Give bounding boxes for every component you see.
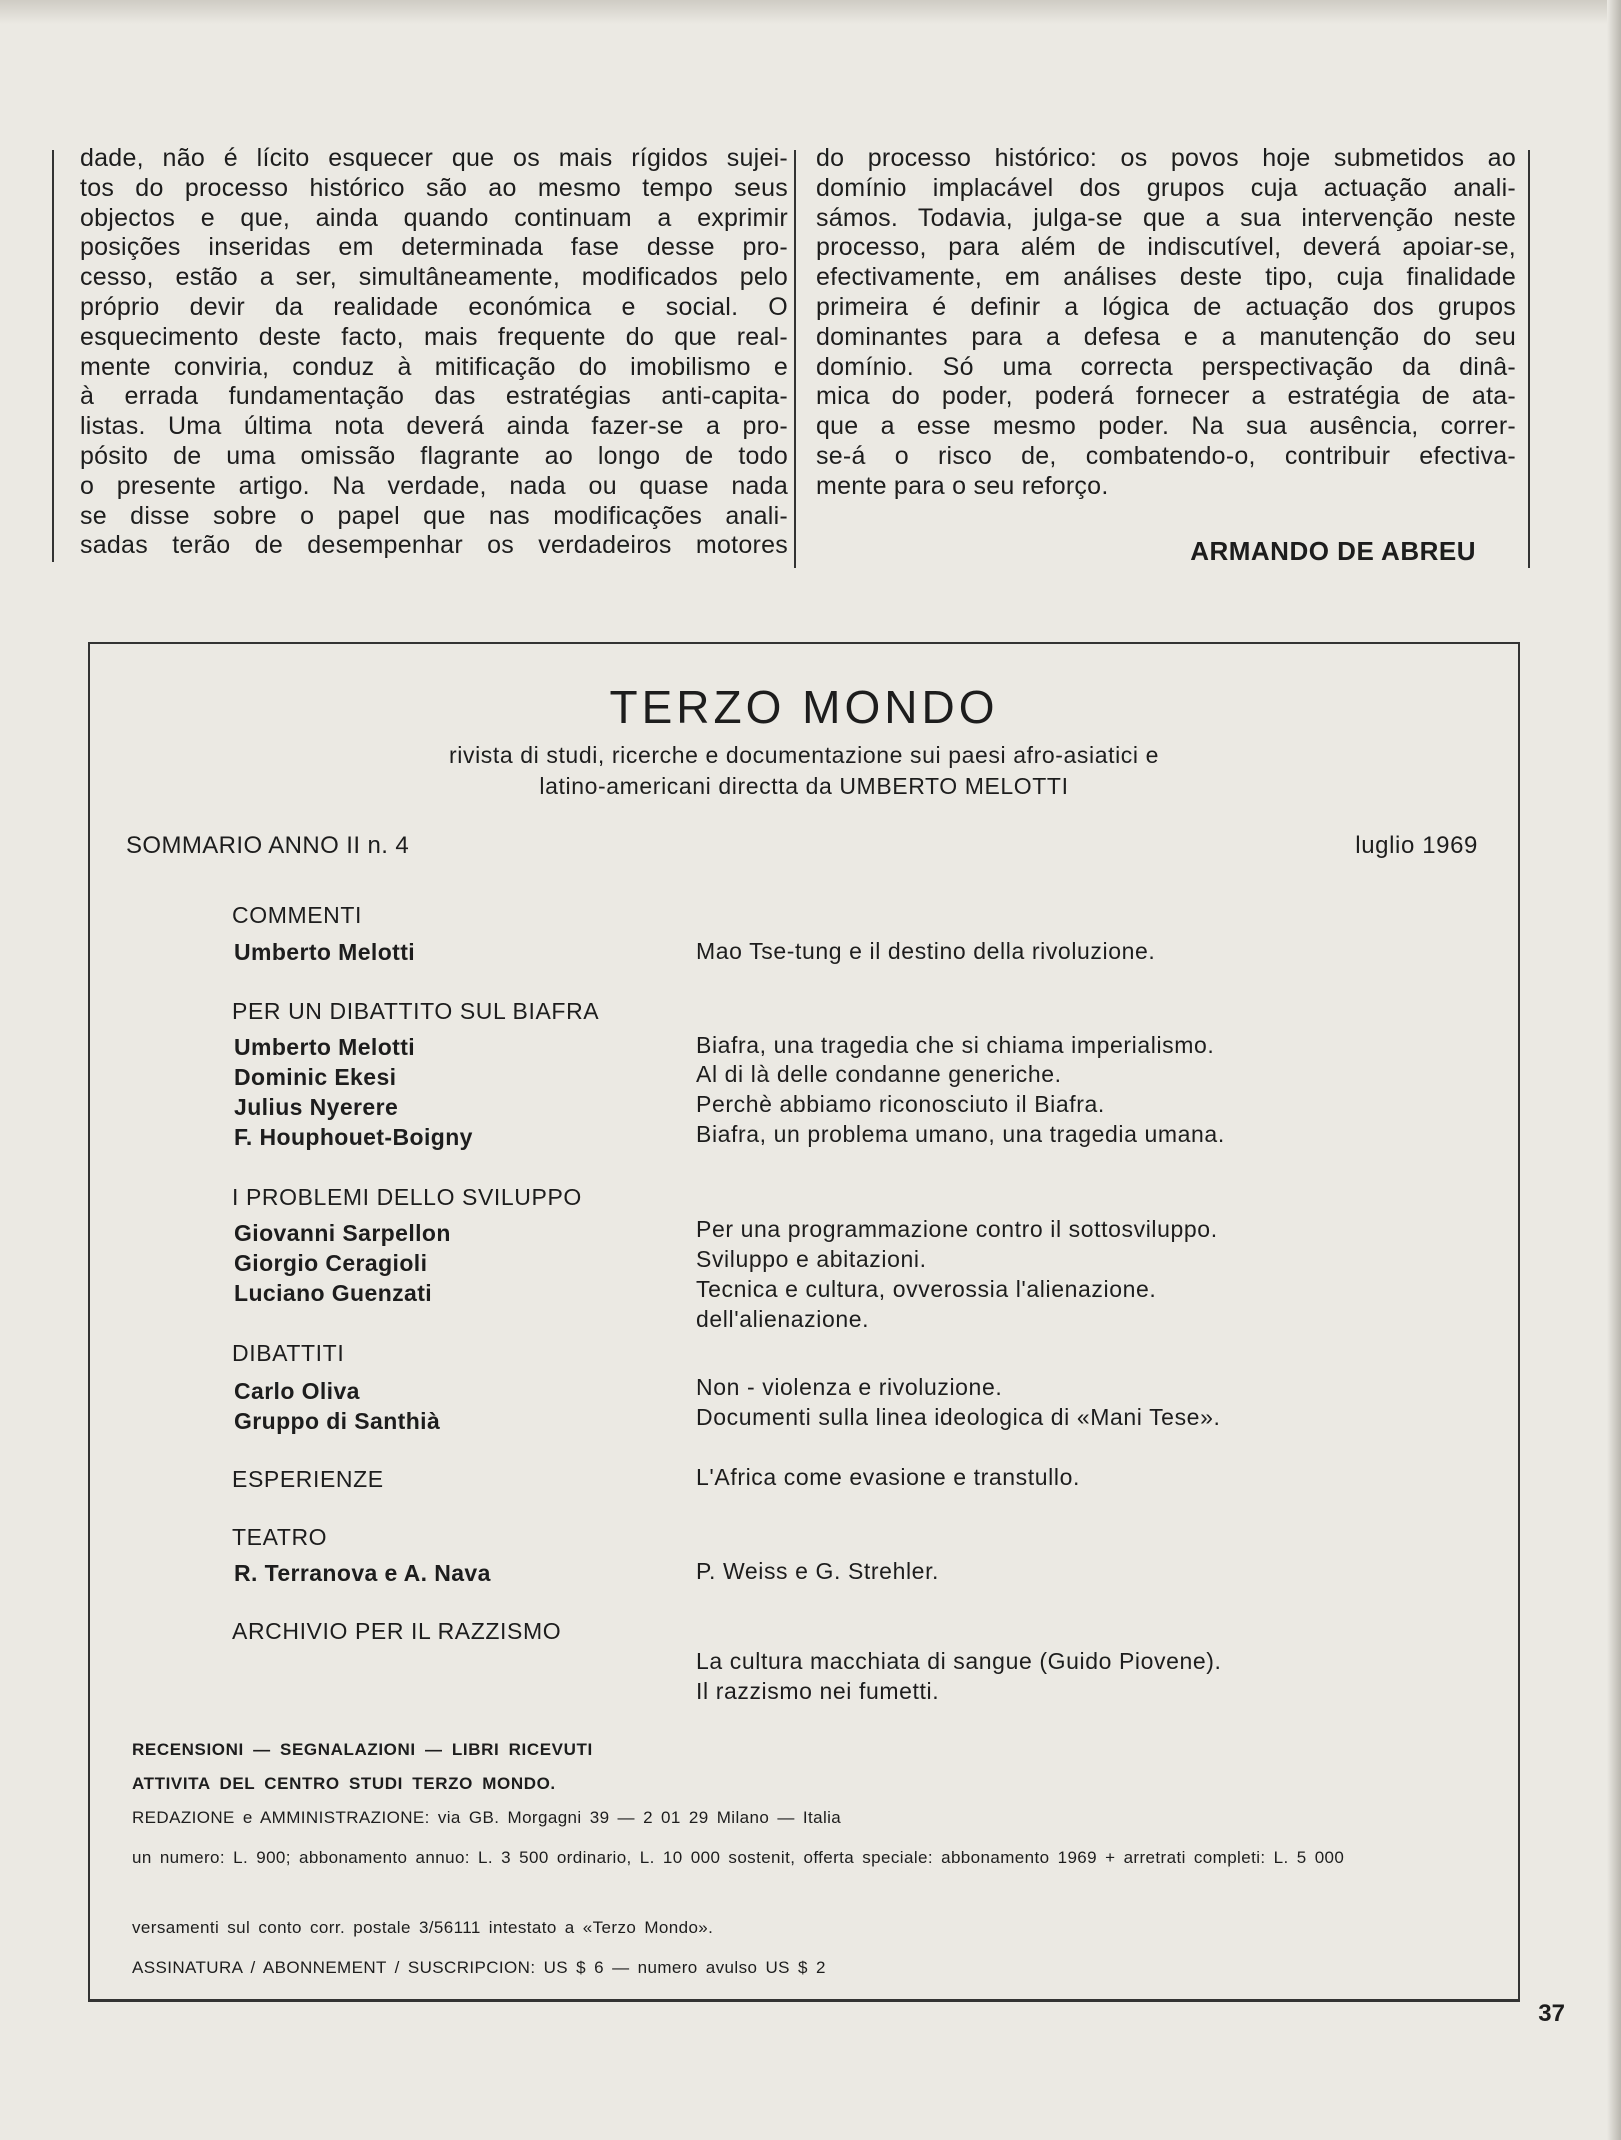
article-right-column — [816, 144, 1516, 502]
magazine-title: TERZO MONDO — [609, 681, 999, 733]
contributor-name: Dominic Ekesi — [234, 1064, 397, 1090]
issue-date: luglio 1969 — [1355, 832, 1478, 859]
terzo-mondo-box — [88, 642, 1520, 2002]
article-line: sámos. Todavia, julga-se que a sua intervenção neste — [816, 203, 1516, 232]
section-heading: DIBATTITI — [232, 1340, 345, 1366]
foreign-subscription: ASSINATURA / ABONNEMENT / SUSCRIPCION: US $ 6 — numero avulso US $ 2 — [132, 1958, 826, 1977]
article-line: esquecimento deste facto, mais frequente do que real- — [80, 322, 788, 351]
contributor-name: Gruppo di Santhià — [234, 1408, 441, 1434]
subtitle-line: rivista di studi, ricerche e documentazione sui paesi afro-asiatici e — [449, 742, 1159, 768]
article-line: primeira é definir a lógica de actuação dos grupos — [816, 292, 1516, 321]
section-heading: I PROBLEMI DELLO SVILUPPO — [232, 1184, 582, 1210]
page-number: 37 — [1538, 2000, 1565, 2027]
right-column-rule — [1528, 150, 1530, 568]
article-line: domínio implacável dos grupos cuja actuação anali- — [816, 173, 1516, 202]
contributor-name: Giovanni Sarpellon — [234, 1220, 451, 1246]
page-top-shadow — [0, 0, 1621, 24]
article-line: do processo histórico: os povos hoje submetidos ao — [816, 144, 1516, 172]
article-line: posições inseridas em determinada fase desse pro- — [80, 233, 788, 262]
article-title: L'Africa come evasione e transtullo. — [696, 1464, 1080, 1490]
article-line: mente conviria, conduz à mitificação do imobilismo e — [80, 352, 788, 381]
article-title: Documenti sulla linea ideologica di «Mani Tese». — [696, 1404, 1221, 1430]
page-right-shadow — [1607, 0, 1621, 2140]
article-title: Mao Tse-tung e il destino della rivoluzione. — [696, 938, 1156, 964]
postal-account: versamenti sul conto corr. postale 3/56111 intestato a «Terzo Mondo». — [132, 1918, 714, 1937]
article-title: Al di là delle condanne generiche. — [696, 1061, 1062, 1087]
left-column-rule — [52, 150, 54, 562]
section-heading: ESPERIENZE — [232, 1466, 384, 1492]
article-title: dell'alienazione. — [696, 1306, 870, 1332]
article-line: se-á o risco de, combatendo-o, contribuir efectiva- — [816, 441, 1516, 470]
article-title: Perchè abbiamo riconosciuto il Biafra. — [696, 1091, 1105, 1117]
article-line: o presente artigo. Na verdade, nada ou quase nada — [80, 471, 788, 500]
article-line: dade, não é lícito esquecer que os mais rígidos sujei- — [80, 144, 788, 172]
contributor-name: F. Houphouet-Boigny — [234, 1124, 473, 1150]
article-title: Biafra, un problema umano, una tragedia umana. — [696, 1121, 1225, 1147]
section-heading: PER UN DIBATTITO SUL BIAFRA — [232, 998, 600, 1024]
contributor-name: Carlo Oliva — [234, 1378, 360, 1404]
article-line: objectos e que, ainda quando continuam a exprimir — [80, 203, 788, 232]
article-line: tos do processo histórico são ao mesmo tempo seus — [80, 173, 788, 202]
contributor-name: R. Terranova e A. Nava — [234, 1560, 491, 1586]
article-line: listas. Uma última nota deverá ainda fazer-se a pro- — [80, 412, 788, 441]
section-heading: ARCHIVIO PER IL RAZZISMO — [232, 1618, 562, 1644]
center-column-rule — [794, 150, 796, 568]
subtitle-line: latino-americani directta da UMBERTO MELOTTI — [539, 773, 1069, 799]
article-line: processo, para além de indiscutível, deverá apoiar-se, — [816, 233, 1516, 262]
article-line: cesso, estão a ser, simultâneamente, modificados pelo — [80, 263, 788, 292]
article-line: sadas terão de desempenhar os verdadeiros motores — [80, 531, 788, 560]
recensioni-line: RECENSIONI — SEGNALAZIONI — LIBRI RICEVUTI — [132, 1740, 593, 1759]
article-title: Il razzismo nei fumetti. — [696, 1678, 940, 1704]
section-heading: TEATRO — [232, 1524, 328, 1550]
article-title: Biafra, una tragedia che si chiama imperialismo. — [696, 1032, 1215, 1058]
article-title: La cultura macchiata di sangue (Guido Piovene). — [696, 1648, 1222, 1674]
contributor-name: Umberto Melotti — [234, 1034, 416, 1060]
contributor-name: Giorgio Ceragioli — [234, 1250, 428, 1276]
subscription-prices: un numero: L. 900; abbonamento annuo: L. 3 500 ordinario, L. 10 000 sostenit, offerta speciale: abbonamento 1969 + arretrati completi: L. 5 000 — [132, 1848, 1345, 1867]
article-title: P. Weiss e G. Strehler. — [696, 1558, 940, 1584]
article-line: que a esse mesmo poder. Na sua ausência, correr- — [816, 412, 1516, 441]
article-line: se disse sobre o papel que nas modificações anali- — [80, 501, 788, 530]
article-title: Sviluppo e abitazioni. — [696, 1246, 927, 1272]
article-line: pósito de uma omissão flagrante ao longo de todo — [80, 441, 788, 470]
article-line: mica do poder, poderá fornecer a estratégia de ata- — [816, 382, 1516, 411]
article-line: efectivamente, em análises deste tipo, cuja finalidade — [816, 263, 1516, 292]
redazione-address: REDAZIONE e AMMINISTRAZIONE: via GB. Morgagni 39 — 2 01 29 Milano — Italia — [132, 1808, 842, 1827]
sommario-heading: SOMMARIO ANNO II n. 4 — [126, 832, 410, 859]
contributor-name: Umberto Melotti — [234, 939, 416, 965]
article-title: Per una programmazione contro il sottosviluppo. — [696, 1216, 1218, 1242]
article-line: dominantes para a defesa e a manutenção do seu — [816, 322, 1516, 351]
attivita-line: ATTIVITA DEL CENTRO STUDI TERZO MONDO. — [132, 1774, 556, 1793]
article-line: mente para o seu reforço. — [816, 471, 1109, 500]
article-line: à errada fundamentação das estratégias anti-capita- — [80, 382, 788, 411]
contributor-name: Julius Nyerere — [234, 1094, 399, 1120]
article-author: ARMANDO DE ABREU — [1190, 536, 1476, 566]
article-line: próprio devir da realidade económica e social. O — [80, 292, 788, 321]
article-title: Tecnica e cultura, ovverossia l'alienazione. — [696, 1276, 1157, 1302]
article-line: domínio. Só uma correcta perspectivação da dinâ- — [816, 352, 1516, 381]
article-left-column — [80, 144, 788, 561]
section-heading: COMMENTI — [232, 902, 363, 928]
magazine-subtitle — [90, 740, 1518, 802]
contributor-name: Luciano Guenzati — [234, 1280, 433, 1306]
article-title: Non - violenza e rivoluzione. — [696, 1374, 1003, 1400]
